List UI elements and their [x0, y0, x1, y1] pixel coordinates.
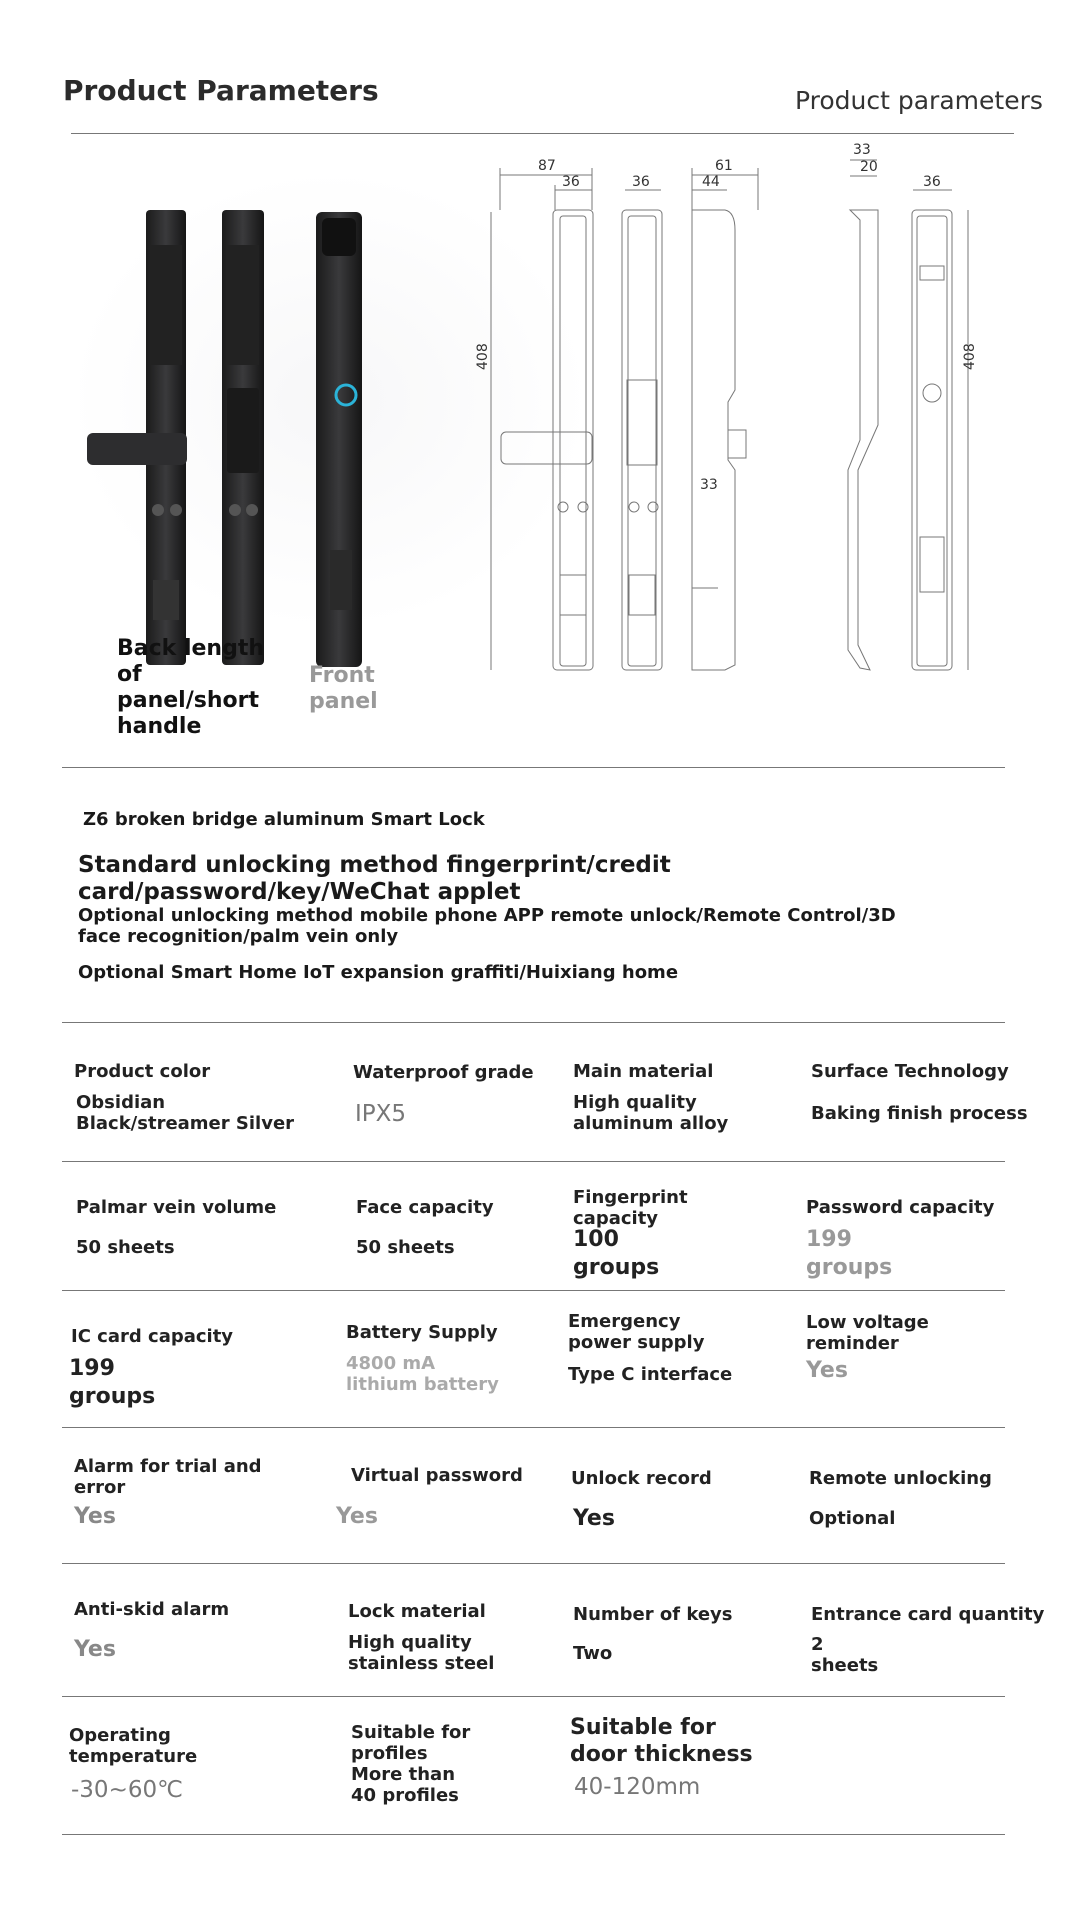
palm-value: 50 sheets: [76, 1237, 175, 1258]
keys-value: Two: [573, 1643, 613, 1664]
ic-card-value: 199 groups: [69, 1356, 156, 1409]
unlock-record-value: Yes: [573, 1506, 615, 1531]
face-value: 50 sheets: [356, 1237, 455, 1258]
divider-2: [62, 1022, 1005, 1023]
entrance-card-label: Entrance card quantity: [811, 1604, 1045, 1625]
front-panel-label: Front panel: [309, 663, 378, 714]
back-panel-photo-2: [222, 210, 264, 665]
surface-label: Surface Technology: [811, 1061, 1009, 1082]
low-voltage-label: Low voltage reminder: [806, 1312, 929, 1354]
entrance-card-value: 2 sheets: [811, 1634, 879, 1676]
antiskid-label: Anti-skid alarm: [74, 1599, 230, 1620]
door-thickness-label: Suitable for door thickness: [570, 1715, 753, 1767]
fingerprint-value: 100 groups: [573, 1227, 660, 1280]
waterproof-value: IPX5: [355, 1101, 407, 1127]
optional-unlock: Optional unlocking method mobile phone APP remote unlock/Remote Control/3D face recognition/palm vein only: [78, 905, 896, 947]
face-label: Face capacity: [356, 1197, 494, 1218]
dim-87: 87: [538, 158, 556, 174]
back-panel-label: Back length of panel/short handle: [117, 636, 264, 739]
keys-label: Number of keys: [573, 1604, 733, 1625]
divider-7: [62, 1696, 1005, 1697]
model-name: Z6 broken bridge aluminum Smart Lock: [83, 809, 485, 830]
virtual-password-value: Yes: [336, 1504, 378, 1529]
remote-unlocking-value: Optional: [809, 1508, 896, 1529]
divider-1: [62, 767, 1005, 768]
remote-unlocking-label: Remote unlocking: [809, 1468, 992, 1489]
divider-8: [62, 1834, 1005, 1835]
battery-label: Battery Supply: [346, 1322, 498, 1343]
dim-33b: 33: [700, 477, 718, 493]
divider-3: [62, 1161, 1005, 1162]
low-voltage-value: Yes: [806, 1358, 848, 1383]
door-thickness-value: 40-120mm: [574, 1774, 701, 1800]
dim-20: 20: [860, 159, 878, 175]
emergency-label: Emergency power supply: [568, 1311, 705, 1353]
profiles-label: Suitable for profiles: [351, 1722, 471, 1764]
temperature-label: Operating temperature: [69, 1725, 198, 1767]
temperature-value: -30~60℃: [71, 1777, 183, 1803]
dim-408b: 408: [962, 343, 978, 370]
header-divider: [71, 133, 1014, 134]
iot-expansion: Optional Smart Home IoT expansion graffiti/Huixiang home: [78, 962, 679, 983]
lock-material-value: High quality stainless steel: [348, 1632, 495, 1674]
divider-5: [62, 1427, 1005, 1428]
surface-value: Baking finish process: [811, 1103, 1028, 1124]
password-label: Password capacity: [806, 1197, 995, 1218]
front-panel-photo: [316, 212, 362, 667]
alarm-value: Yes: [74, 1504, 116, 1529]
dim-36a: 36: [562, 174, 580, 190]
palm-label: Palmar vein volume: [76, 1197, 277, 1218]
virtual-password-label: Virtual password: [351, 1465, 523, 1486]
divider-6: [62, 1563, 1005, 1564]
dim-44: 44: [702, 174, 720, 190]
divider-4: [62, 1290, 1005, 1291]
alarm-label: Alarm for trial and error: [74, 1456, 262, 1498]
page-title: Product Parameters: [63, 74, 379, 107]
password-value: 199 groups: [806, 1227, 893, 1280]
dim-408a: 408: [475, 343, 491, 370]
product-color-label: Product color: [74, 1061, 211, 1082]
ic-card-label: IC card capacity: [71, 1326, 234, 1347]
dim-36c: 36: [923, 174, 941, 190]
lock-material-label: Lock material: [348, 1601, 486, 1622]
fingerprint-label: Fingerprint capacity: [573, 1187, 688, 1229]
main-material-label: Main material: [573, 1061, 714, 1082]
antiskid-value: Yes: [74, 1637, 116, 1662]
profiles-value: More than 40 profiles: [351, 1764, 459, 1806]
main-material-value: High quality aluminum alloy: [573, 1092, 729, 1134]
unlock-record-label: Unlock record: [571, 1468, 712, 1489]
page-subtitle: Product parameters: [795, 86, 1043, 115]
waterproof-label: Waterproof grade: [353, 1062, 534, 1083]
dim-33a: 33: [853, 142, 871, 158]
dim-36b: 36: [632, 174, 650, 190]
product-color-value: Obsidian Black/streamer Silver: [76, 1092, 295, 1134]
dim-61: 61: [715, 158, 733, 174]
emergency-value: Type C interface: [568, 1364, 733, 1385]
battery-value: 4800 mA lithium battery: [346, 1353, 499, 1395]
standard-unlock: Standard unlocking method fingerprint/credit card/password/key/WeChat applet: [78, 852, 671, 905]
